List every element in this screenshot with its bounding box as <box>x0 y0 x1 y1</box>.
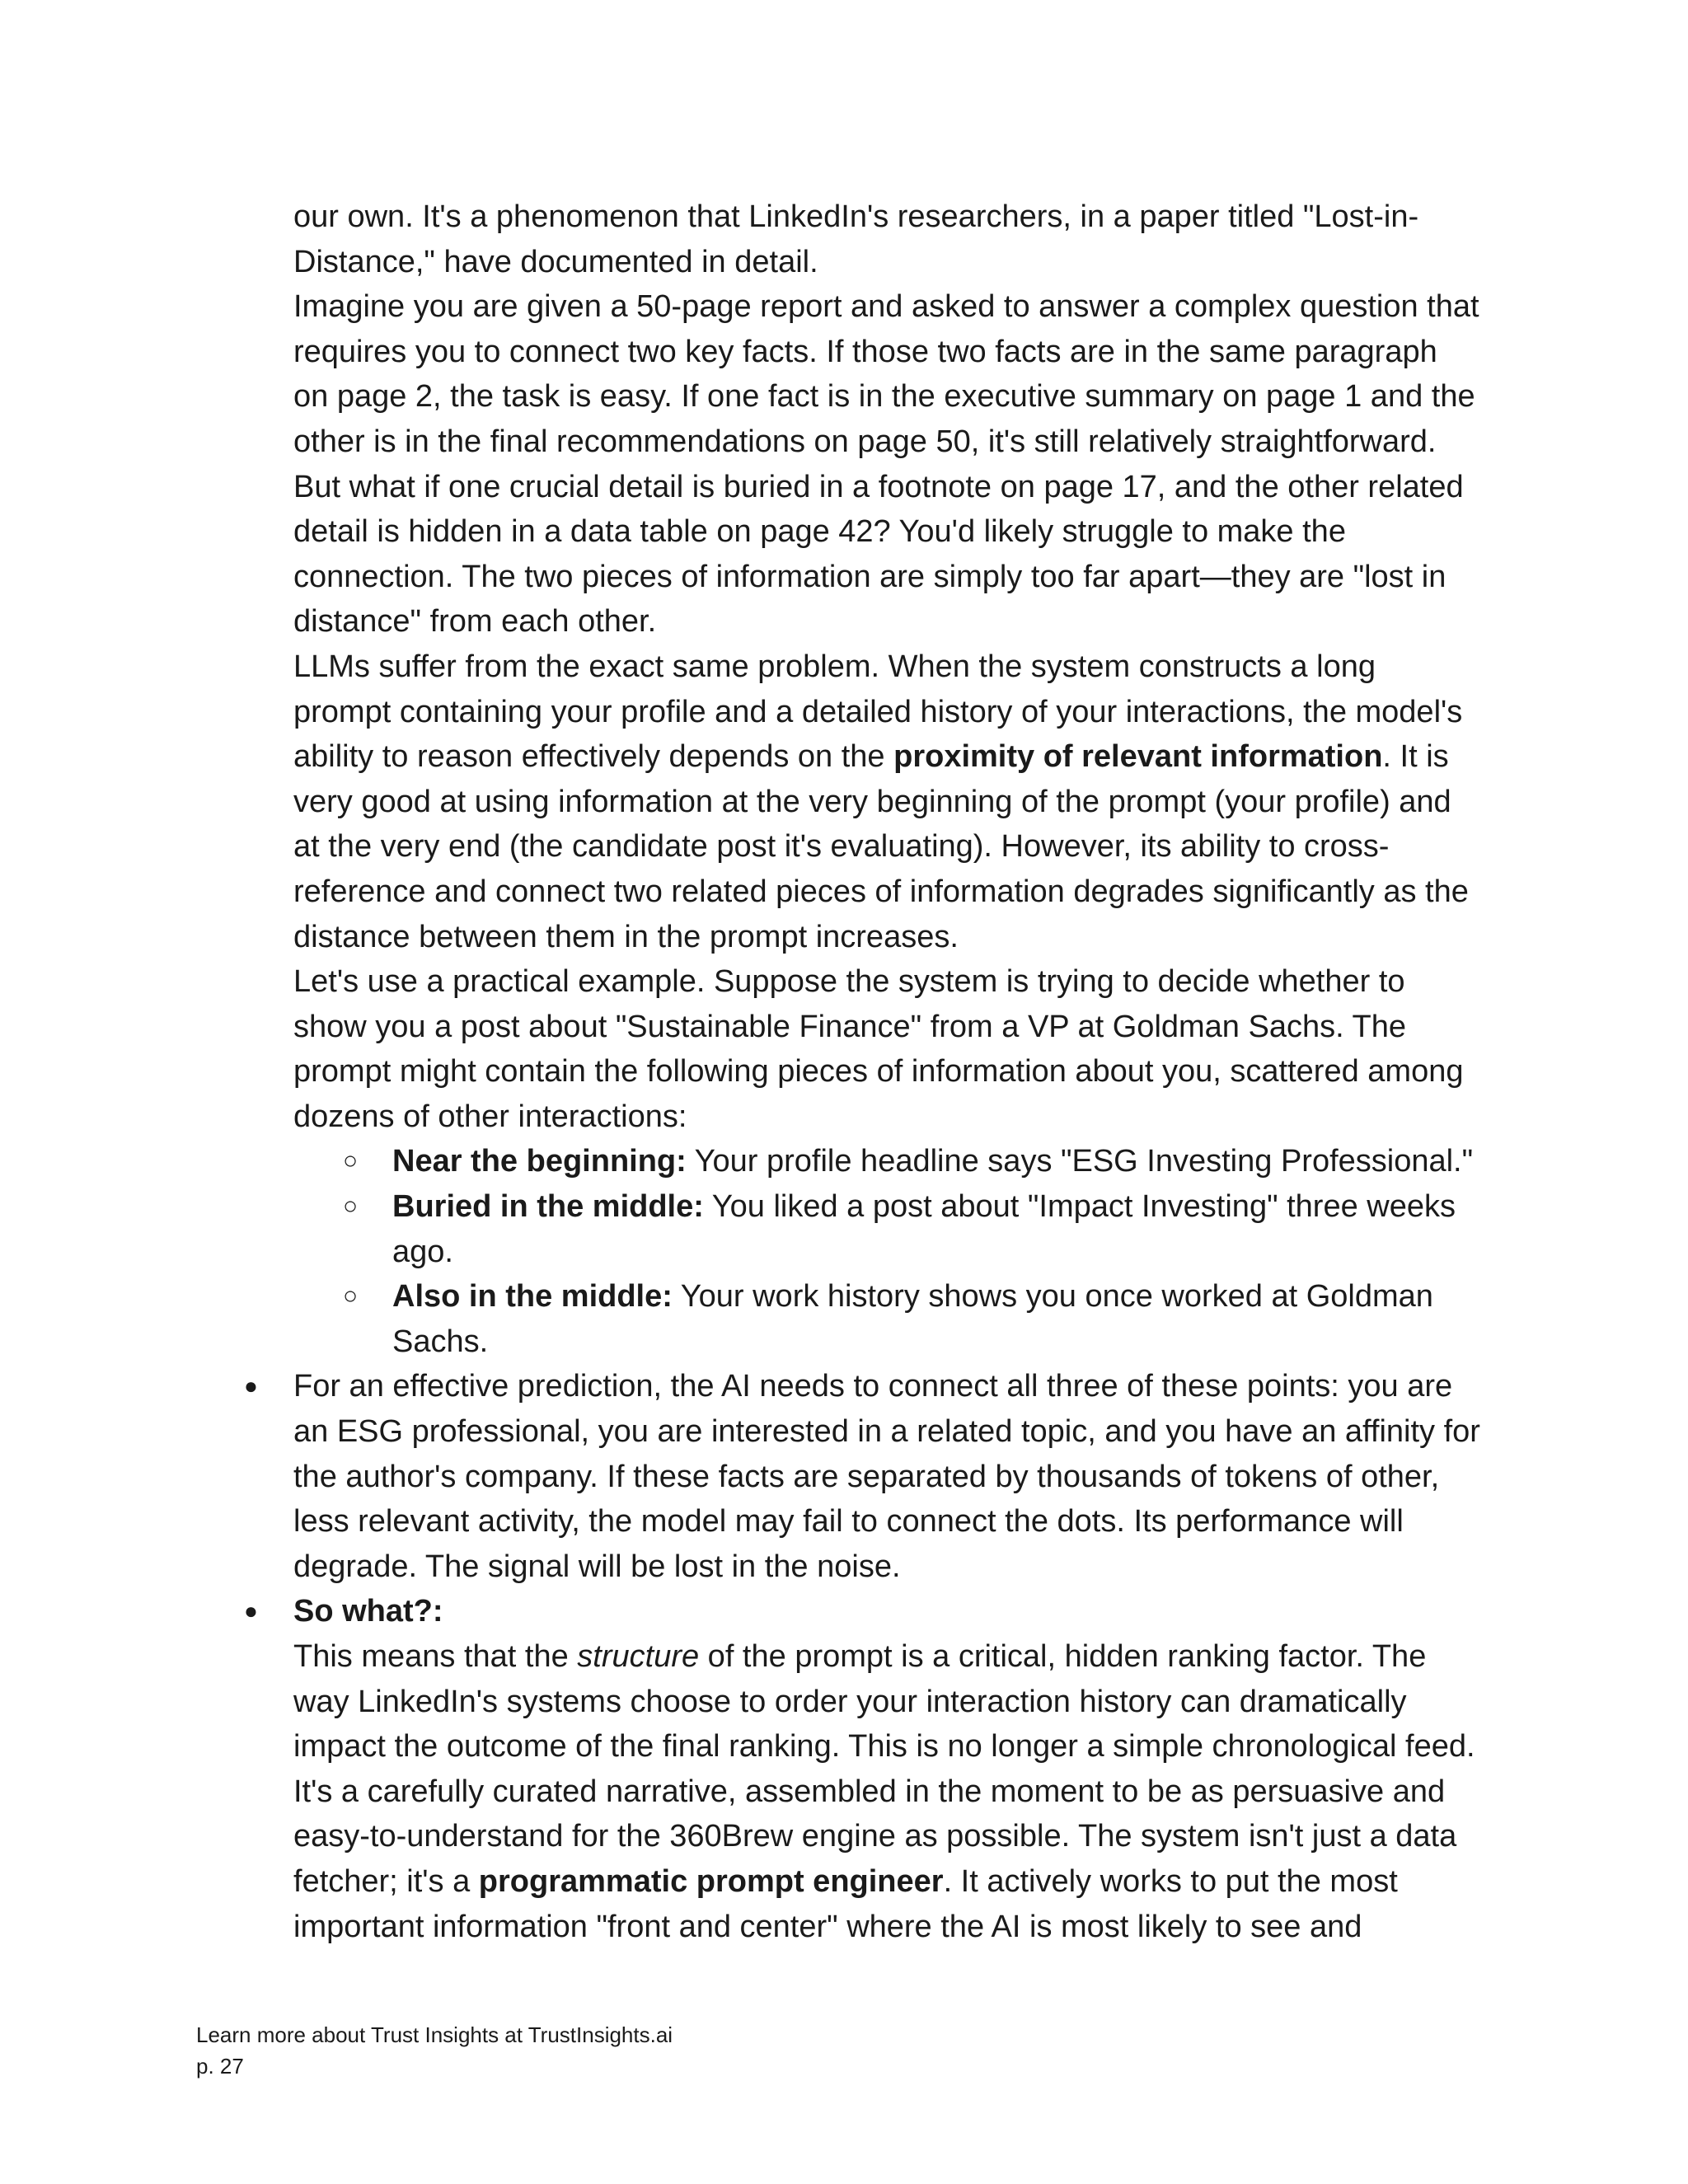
text-run: . It actively works to put the most important information "front and center" where the AI is most likely to see and <box>293 1863 1398 1944</box>
paragraph-report-analogy: Imagine you are given a 50-page report and asked to answer a complex question that requires you to connect two key facts. If those two facts are in the same paragraph on page 2, the task is easy. If one fact is in the executive summary on page 1 and the other is in the final recommendations on page 50, it's still relatively straightforward. But what if one crucial detail is buried in a footnote on page 17, and the other related detail is hidden in a data table on page 42? You'd likely struggle to make the connection. The two pieces of information are simply too far apart—they are "lost in distance" from each other. <box>293 289 1479 640</box>
italic-word-structure: structure <box>577 1639 700 1674</box>
text-run: . It is very good at using information at the very beginning of the prompt (your profile) and at the very end (the candidate post it's evaluating). However, its ability to cross-reference and connect two related pieces of information degrades significantly as the distance between them in the prompt increases. <box>293 739 1469 954</box>
page-body <box>293 194 1480 1949</box>
text-run: LLMs suffer from the exact same problem. When the system constructs a long prompt containing your profile and a detailed history of your interactions, the model's ability to reason effectively depends on the <box>293 649 1463 775</box>
bold-phrase-proximity: proximity of relevant information <box>893 739 1383 775</box>
bullet-item-effective-prediction: ● For an effective prediction, the AI needs to connect all three of these points: you are an ESG professional, you are interested in a related topic, and you have an affinity for the author's company. If these facts are separated by thousands of tokens of other, less relevant activity, the model may fail to connect the dots. Its performance will degrade. The signal will be lost in the noise. <box>293 1364 1480 1589</box>
sub-bullet-label: Near the beginning: <box>392 1144 687 1179</box>
text-run: of the prompt is a critical, hidden ranking factor. The way LinkedIn's systems choose to order your interaction history can dramatically impact the outcome of the final ranking. This is no longer a simple chronological feed. It's a carefully curated narrative, assembled in the moment to be as persuasive and easy-to-understand for the 360Brew engine as possible. The system isn't just a data fetcher; it's a <box>293 1639 1475 1899</box>
text-run: This means that the <box>293 1639 578 1674</box>
paragraph-llm-problem <box>293 644 1480 959</box>
bold-phrase-programmatic-prompt-engineer: programmatic prompt engineer <box>478 1863 944 1899</box>
paragraph-so-what <box>293 1634 1480 1949</box>
bullet-item-so-what <box>293 1589 1480 1949</box>
page-number: p. 27 <box>196 2054 244 2079</box>
sub-bullet-text: Your profile headline says "ESG Investing Professional." <box>686 1144 1474 1179</box>
sub-bullet-item <box>392 1274 1480 1364</box>
page-footer <box>196 2019 673 2082</box>
sub-bullet-text: Your work history shows you once worked at Goldman Sachs. <box>392 1279 1433 1359</box>
sub-bullet-item <box>392 1139 1480 1184</box>
paragraph-lost-in-distance-intro: our own. It's a phenomenon that LinkedIn's researchers, in a paper titled "Lost-in-Distance," have documented in detail. <box>293 199 1419 279</box>
sub-bullet-list <box>293 1139 1480 1364</box>
sub-bullet-item <box>392 1184 1480 1274</box>
sub-bullet-text: You liked a post about "Impact Investing" three weeks ago. <box>392 1189 1456 1269</box>
sub-bullet-label: Also in the middle: <box>392 1279 673 1315</box>
bullet-list <box>293 1364 1480 1949</box>
paragraph-practical-example: Let's use a practical example. Suppose the system is trying to decide whether to show you a post about "Sustainable Finance" from a VP at Goldman Sachs. The prompt might contain the following pieces of information about you, scattered among dozens of other interactions: <box>293 964 1464 1134</box>
sub-bullet-label: Buried in the middle: <box>392 1189 704 1225</box>
bullet-label-so-what: So what?: <box>293 1594 443 1629</box>
footer-text: Learn more about Trust Insights at TrustInsights.ai <box>196 2022 673 2047</box>
